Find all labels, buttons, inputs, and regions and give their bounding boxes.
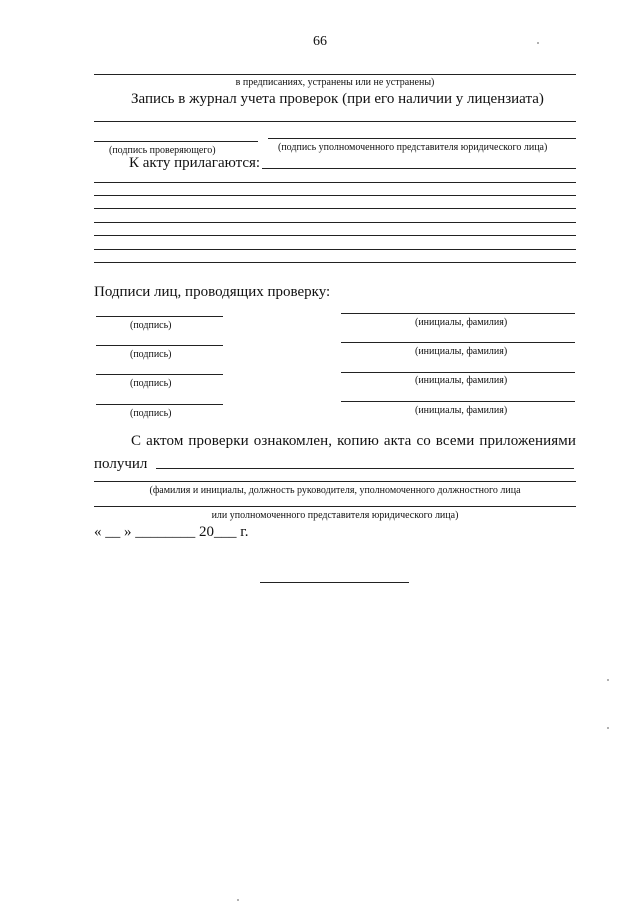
prescriptions-line xyxy=(94,74,576,75)
scan-speck xyxy=(607,679,609,681)
date-line[interactable]: « __ » ________ 20___ г. xyxy=(94,524,249,540)
representative-sign-line[interactable] xyxy=(268,138,576,139)
name-line[interactable] xyxy=(341,372,575,373)
representative-sign-caption: (подпись уполномоченного представителя юридического лица) xyxy=(278,142,548,153)
attachments-line[interactable] xyxy=(94,249,576,250)
attachments-line[interactable] xyxy=(94,182,576,183)
signature-caption: (подпись) xyxy=(130,349,172,360)
recipient-line-2[interactable] xyxy=(94,481,576,482)
signatures-heading: Подписи лиц, проводящих проверку: xyxy=(94,284,331,300)
received-label: получил xyxy=(94,456,148,472)
name-caption: (инициалы, фамилия) xyxy=(415,405,508,416)
attachments-line[interactable] xyxy=(94,262,576,263)
signature-line[interactable] xyxy=(96,316,223,317)
name-line[interactable] xyxy=(341,342,575,343)
scan-speck xyxy=(237,899,239,901)
prescriptions-caption: в предписаниях, устранены или не устранены) xyxy=(235,77,435,88)
inspector-sign-line[interactable] xyxy=(94,141,258,142)
attachments-line[interactable] xyxy=(94,195,576,196)
journal-entry-title: Запись в журнал учета проверок (при его наличии у лицензиата) xyxy=(131,91,544,107)
recipient-line[interactable] xyxy=(156,468,574,469)
recipient-caption-2: или уполномоченного представителя юридического лица) xyxy=(211,510,459,521)
signature-caption: (подпись) xyxy=(130,378,172,389)
name-line[interactable] xyxy=(341,401,575,402)
attachments-line[interactable] xyxy=(94,235,576,236)
attachments-label: К акту прилагаются: xyxy=(129,155,261,171)
attachments-line-0[interactable] xyxy=(262,168,576,169)
attachments-line[interactable] xyxy=(94,222,576,223)
recipient-line-3[interactable] xyxy=(94,506,576,507)
name-caption: (инициалы, фамилия) xyxy=(415,317,508,328)
scan-speck xyxy=(607,727,609,729)
inspector-sign-caption: (подпись проверяющего) xyxy=(109,145,216,156)
signature-line[interactable] xyxy=(96,345,223,346)
recipient-caption-1: (фамилия и инициалы, должность руководителя, уполномоченного должностного лица xyxy=(149,485,521,496)
name-caption: (инициалы, фамилия) xyxy=(415,346,508,357)
page-number: 66 xyxy=(313,34,327,49)
signature-caption: (подпись) xyxy=(130,408,172,419)
scan-speck xyxy=(537,42,539,44)
closing-rule xyxy=(260,582,409,583)
journal-line xyxy=(94,121,576,122)
attachments-line[interactable] xyxy=(94,208,576,209)
signature-line[interactable] xyxy=(96,374,223,375)
signature-line[interactable] xyxy=(96,404,223,405)
acknowledge-text: С актом проверки ознакомлен, копию акта со всеми приложениями xyxy=(131,433,576,449)
name-line[interactable] xyxy=(341,313,575,314)
signature-caption: (подпись) xyxy=(130,320,172,331)
name-caption: (инициалы, фамилия) xyxy=(415,375,508,386)
